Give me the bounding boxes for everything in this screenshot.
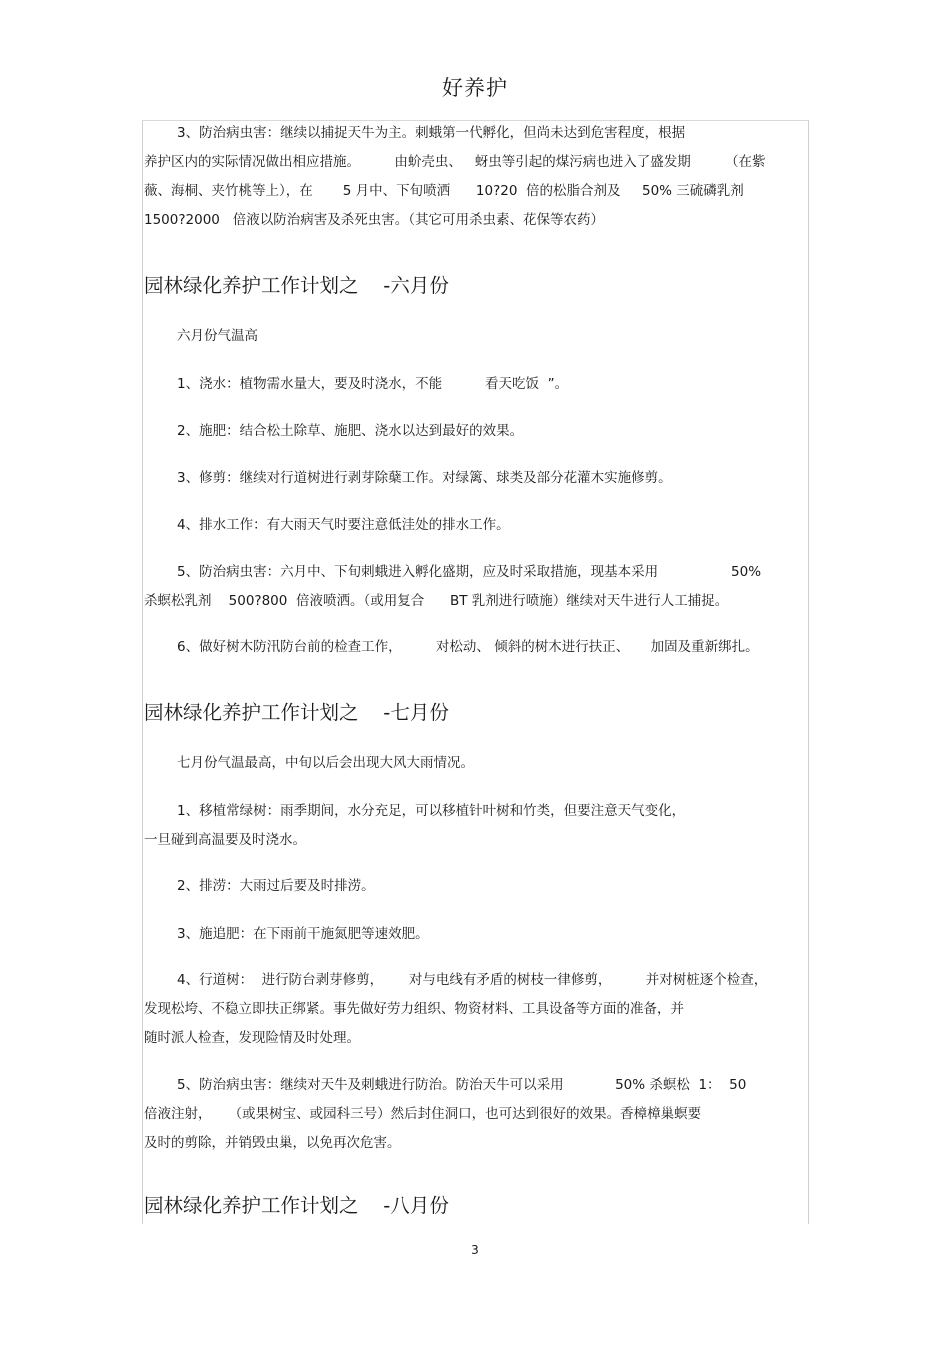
july-item-1 <box>144 797 806 855</box>
june-item-2 <box>144 417 806 446</box>
june-item-6 <box>144 633 806 662</box>
july-item-3 <box>144 920 806 949</box>
text-line: 4、行道树： 进行防台剥芽修剪， 对与电线有矛盾的树枝一律修剪， 并对树桩逐个检查， <box>177 972 768 988</box>
section-heading-july: 园林绿化养护工作计划之 -七月份 <box>144 701 449 724</box>
text-line: 薇、海桐、夹竹桃等上），在 5 月中、下旬喷洒 10?20 倍的松脂合剂及 50% 三硫磷乳剂 <box>144 183 744 199</box>
may-pest-control-paragraph <box>144 119 806 235</box>
text-line: 一旦碰到高温要及时浇水。 <box>144 832 306 848</box>
text-line: 杀螟松乳剂 500?800 倍液喷洒。（或用复合 BT 乳剂进行喷施）继续对天牛进行人工捕捉。 <box>144 593 729 609</box>
text-line: 七月份气温最高，中旬以后会出现大风大雨情况。 <box>177 755 474 771</box>
june-item-1 <box>144 370 806 399</box>
text-line: 六月份气温高 <box>177 328 258 344</box>
text-line: 5、防治病虫害：六月中、下旬刺蛾进入孵化盛期，应及时采取措施，现基本采用 50% <box>177 564 762 580</box>
section-heading-june: 园林绿化养护工作计划之 -六月份 <box>144 274 449 297</box>
july-item-5 <box>144 1071 806 1158</box>
june-item-3 <box>144 464 806 493</box>
text-line: 5、防治病虫害：继续对天牛及刺蛾进行防治。防治天牛可以采用 50% 杀螟松 1： 50 <box>177 1077 747 1093</box>
text-line: 3、防治病虫害：继续以捕捉天牛为主。刺蛾第一代孵化，但尚未达到危害程度，根据 <box>177 125 686 141</box>
text-line: 6、做好树木防汛防台前的检查工作， 对松动、 倾斜的树木进行扶正、 加固及重新绑扎。 <box>177 639 759 655</box>
text-line: 养护区内的实际情况做出相应措施。 由蚧壳虫、 蚜虫等引起的煤污病也进入了盛发期 （在紫 <box>144 154 766 170</box>
text-line: 及时的剪除，并销毁虫巢，以免再次危害。 <box>144 1135 401 1151</box>
june-item-5 <box>144 558 806 616</box>
july-intro <box>144 749 806 778</box>
june-intro <box>144 322 806 351</box>
text-line: 3、施追肥：在下雨前干施氮肥等速效肥。 <box>177 926 429 942</box>
june-item-4 <box>144 511 806 540</box>
text-line: 1500?2000 倍液以防治病害及杀死虫害。（其它可用杀虫素、花保等农药） <box>144 212 605 228</box>
july-item-4 <box>144 966 806 1053</box>
text-line: 3、修剪：继续对行道树进行剥芽除蘖工作。对绿篱、球类及部分花灌木实施修剪。 <box>177 470 672 486</box>
text-line: 1、浇水：植物需水量大，要及时浇水，不能 看天吃饭 ”。 <box>177 376 569 392</box>
page-header-title: 好养护 <box>442 76 508 100</box>
text-line: 4、排水工作：有大雨天气时要注意低洼处的排水工作。 <box>177 517 510 533</box>
july-item-2 <box>144 872 806 901</box>
text-line: 1、移植常绿树：雨季期间，水分充足，可以移植针叶树和竹类，但要注意天气变化， <box>177 803 686 819</box>
page-number: 3 <box>471 1243 479 1257</box>
text-line: 2、排涝：大雨过后要及时排涝。 <box>177 878 375 894</box>
section-heading-august: 园林绿化养护工作计划之 -八月份 <box>144 1194 449 1217</box>
text-line: 发现松垮、不稳立即扶正绑紧。事先做好劳力组织、物资材料、工具设备等方面的准备，并 <box>144 1001 684 1017</box>
text-line: 倍液注射， （或果树宝、或园科三号）然后封住洞口，也可达到很好的效果。香樟樟巢螟要 <box>144 1106 702 1122</box>
text-line: 随时派人检查，发现险情及时处理。 <box>144 1030 360 1046</box>
text-line: 2、施肥：结合松土除草、施肥、浇水以达到最好的效果。 <box>177 423 524 439</box>
